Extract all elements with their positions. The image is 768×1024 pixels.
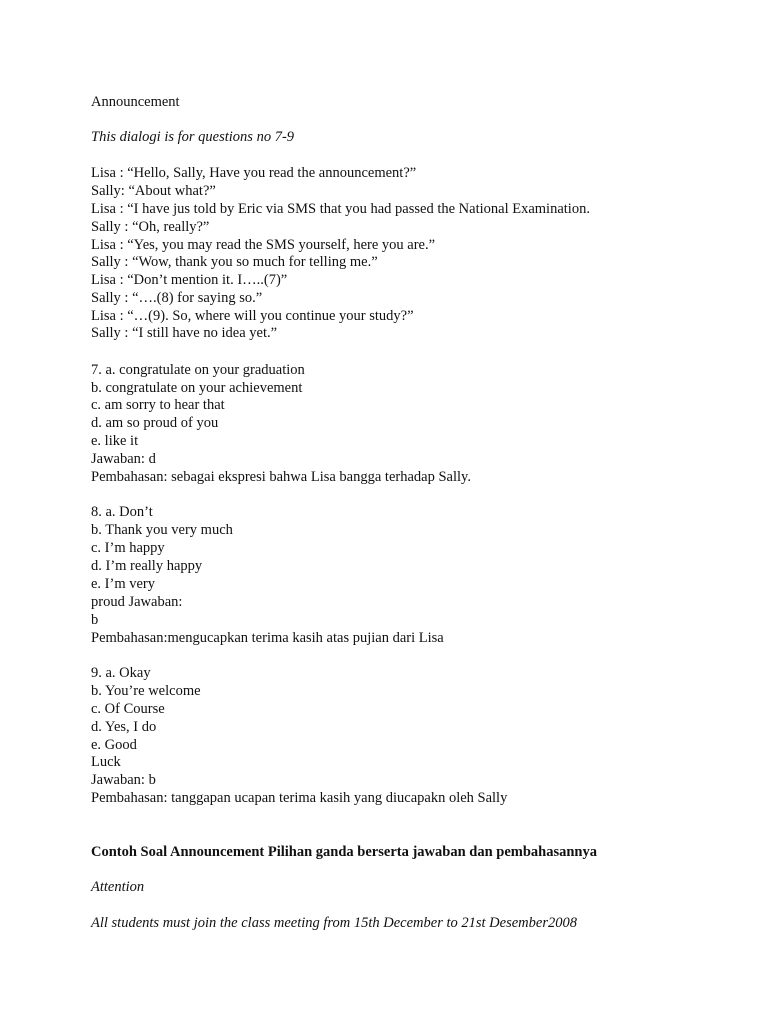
document-title: Announcement [91,94,180,110]
question-9-line: 9. a. Okay [91,665,151,681]
dialog-line: Lisa : “I have jus told by Eric via SMS that you had passed the National Examination. [91,201,590,217]
dialog-line: Sally : “I still have no idea yet.” [91,325,278,341]
question-9-explanation: Pembahasan: tanggapan ucapan terima kasih yang diucapakn oleh Sally [91,790,508,806]
dialog-intro: This dialogi is for questions no 7-9 [91,129,295,145]
attention-label: Attention [91,879,145,895]
question-8-line: d. I’m really happy [91,558,203,574]
section-heading: Contoh Soal Announcement Pilihan ganda berserta jawaban dan pembahasannya [91,844,597,860]
question-8-line: e. I’m very [91,576,156,592]
dialog-line: Lisa : “Yes, you may read the SMS yourself, here you are.” [91,237,436,253]
dialog-line: Sally : “Wow, thank you so much for telling me.” [91,254,378,270]
notice-text: All students must join the class meeting from 15th December to 21st Desember2008 [91,915,577,931]
dialog-line: Sally: “About what?” [91,183,216,199]
question-8-line: b. Thank you very much [91,522,233,538]
question-9-line: b. You’re welcome [91,683,201,699]
question-9-line: d. Yes, I do [91,719,157,735]
question-9-line: Luck [91,754,121,770]
dialog-line: Sally : “….(8) for saying so.” [91,290,263,306]
question-9-line: e. Good [91,737,137,753]
question-7-line: b. congratulate on your achievement [91,380,303,396]
question-8-line: 8. a. Don’t [91,504,153,520]
question-8-answer: b [91,612,99,628]
dialog-line: Lisa : “Don’t mention it. I…..(7)” [91,272,288,288]
question-8-explanation: Pembahasan:mengucapkan terima kasih atas pujian dari Lisa [91,630,444,646]
question-8-answer: proud Jawaban: [91,594,183,610]
question-7-line: e. like it [91,433,139,449]
dialog-line: Lisa : “…(9). So, where will you continue your study?” [91,308,414,324]
dialog-line: Lisa : “Hello, Sally, Have you read the announcement?” [91,165,417,181]
question-7-line: 7. a. congratulate on your graduation [91,362,305,378]
question-8-line: c. I’m happy [91,540,165,556]
question-7-explanation: Pembahasan: sebagai ekspresi bahwa Lisa bangga terhadap Sally. [91,469,471,485]
question-9-answer: Jawaban: b [91,772,156,788]
dialog-line: Sally : “Oh, really?” [91,219,210,235]
question-7-answer: Jawaban: d [91,451,156,467]
question-9-line: c. Of Course [91,701,165,717]
question-7-line: d. am so proud of you [91,415,219,431]
question-7-line: c. am sorry to hear that [91,397,225,413]
